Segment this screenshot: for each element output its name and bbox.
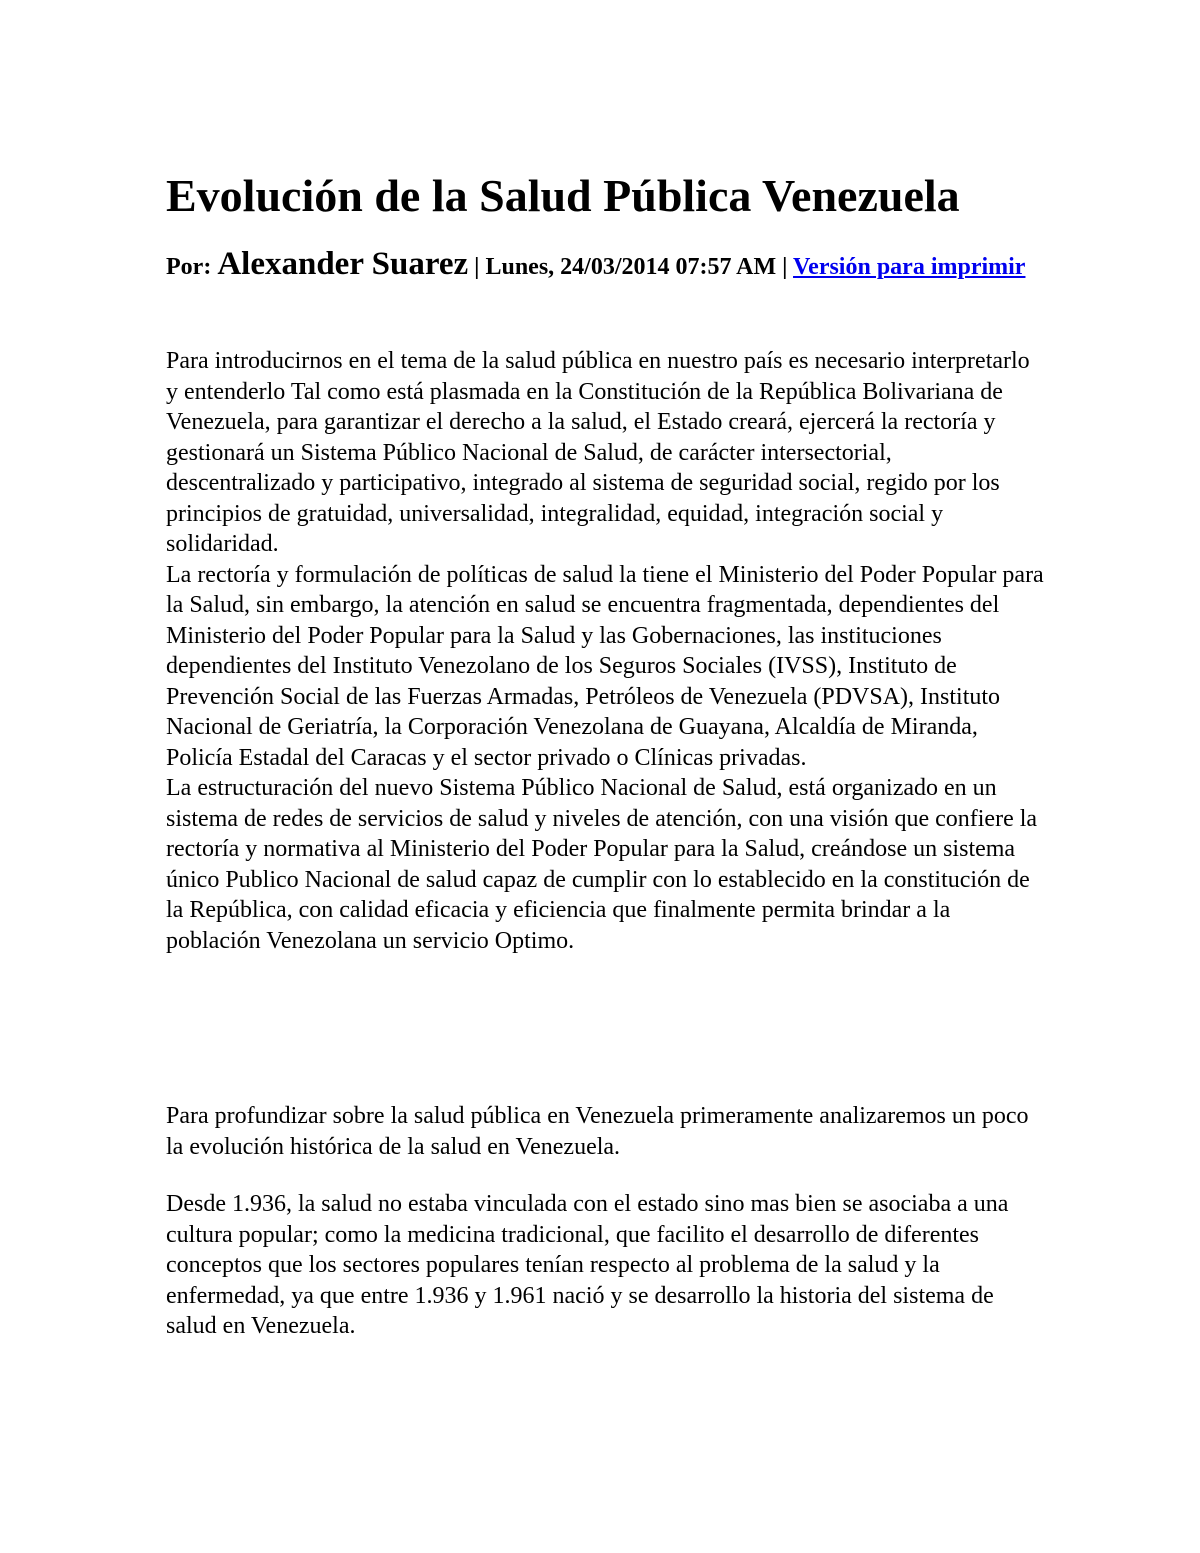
paragraph: Para profundizar sobre la salud pública en Venezuela primeramente analizaremos un poco la evolución histórica de la salud en Venezuela. xyxy=(166,1103,1029,1160)
byline-separator: | xyxy=(782,254,788,280)
paragraph: Desde 1.936, la salud no estaba vinculada con el estado sino mas bien se asociaba a una cultura popular; como la medicina tradicional, que facilito el desarrollo de diferentes conceptos que los sectores populares tenían respecto al problema de la salud y la enfermedad, ya que entre 1.936 y 1.961 nació y se desarrollo la historia del sistema de salud en Venezuela. xyxy=(166,1191,1009,1339)
by-label: Por: xyxy=(166,254,212,280)
article-body-section xyxy=(166,1101,1046,1162)
publish-date: Lunes, 24/03/2014 07:57 AM xyxy=(485,254,777,280)
author-name: Alexander Suarez xyxy=(217,246,469,282)
paragraph: Para introducirnos en el tema de la salud pública en nuestro país es necesario interpretarlo y entenderlo Tal como está plasmada en la Constitución de la República Bolivariana de Venezuela, para garantizar el derecho a la salud, el Estado creará, ejercerá la rectoría y gestionará un Sistema Público Nacional de Salud, de carácter intersectorial, descentralizado y participativo, integrado al sistema de seguridad social, regido por los principios de gratuidad, universalidad, integralidad, equidad, integración social y solidaridad. xyxy=(166,348,1030,557)
print-version-link[interactable]: Versión para imprimir xyxy=(793,254,1026,280)
paragraph: La rectoría y formulación de políticas de salud la tiene el Ministerio del Poder Popular para la Salud, sin embargo, la atención en salud se encuentra fragmentada, dependientes del Ministerio del Poder Popular para la Salud y las Gobernaciones, las instituciones dependientes del Instituto Venezolano de los Seguros Sociales (IVSS), Instituto de Prevención Social de las Fuerzas Armadas, Petróleos de Venezuela (PDVSA), Instituto Nacional de Geriatría, la Corporación Venezolana de Guayana, Alcaldía de Miranda, Policía Estadal del Caracas y el sector privado o Clínicas privadas. xyxy=(166,561,1044,771)
byline xyxy=(166,248,1046,284)
article-body xyxy=(166,346,1046,956)
article-body-section xyxy=(166,1189,1046,1342)
byline-separator: | xyxy=(474,254,480,280)
paragraph: La estructuración del nuevo Sistema Público Nacional de Salud, está organizado en un sistema de redes de servicios de salud y niveles de atención, con una visión que confiere la rectoría y normativa al Ministerio del Poder Popular para la Salud, creándose un sistema único Publico Nacional de salud capaz de cumplir con lo establecido en la constitución de la República, con calidad eficacia y eficiencia que finalmente permita brindar a la población Venezolana un servicio Optimo. xyxy=(166,775,1038,954)
page-title: Evolución de la Salud Pública Venezuela xyxy=(166,170,960,221)
